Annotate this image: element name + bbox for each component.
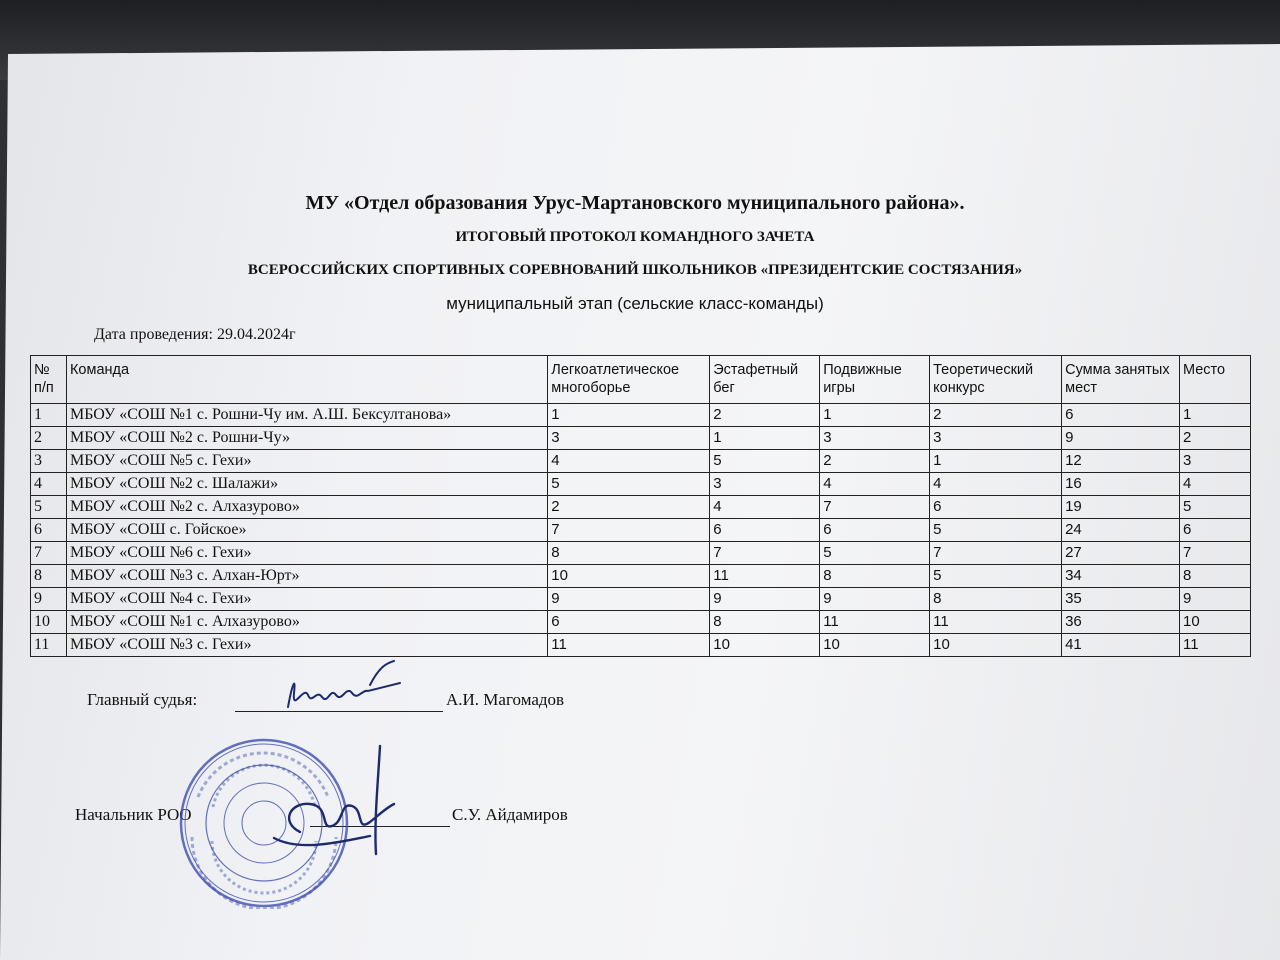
judge-handwritten-signature xyxy=(270,655,410,725)
cell-athletics: 1 xyxy=(548,404,710,427)
cell-games: 9 xyxy=(820,588,930,611)
cell-theory: 5 xyxy=(930,519,1062,542)
cell-theory: 10 xyxy=(930,634,1062,657)
cell-sum: 36 xyxy=(1062,611,1180,634)
table-row xyxy=(31,588,1251,611)
head-handwritten-signature xyxy=(260,742,400,862)
cell-relay: 2 xyxy=(710,404,820,427)
results-table xyxy=(30,355,1251,657)
cell-num: 5 xyxy=(31,496,67,519)
cell-team: МБОУ «СОШ №3 с. Алхан-Юрт» xyxy=(66,565,547,588)
table-row xyxy=(31,496,1251,519)
cell-athletics: 3 xyxy=(548,427,710,450)
cell-theory: 6 xyxy=(930,496,1062,519)
cell-sum: 12 xyxy=(1062,450,1180,473)
col-header-sum: Сумма занятых мест xyxy=(1062,356,1180,404)
cell-num: 10 xyxy=(31,611,67,634)
cell-team: МБОУ «СОШ №2 с. Алхазурово» xyxy=(66,496,547,519)
competition-title: ВСЕРОССИЙСКИХ СПОРТИВНЫХ СОРЕВНОВАНИЙ ШКОЛЬНИКОВ «ПРЕЗИДЕНТСКИЕ СОСТЯЗАНИЯ» xyxy=(247,262,1023,278)
cell-team: МБОУ «СОШ №2 с. Рошни-Чу» xyxy=(66,427,547,450)
cell-place: 1 xyxy=(1179,404,1250,427)
stage-subtitle: муниципальный этап (сельские класс-команды) xyxy=(446,294,824,313)
cell-games: 7 xyxy=(820,496,930,519)
date-value: 29.04.2024г xyxy=(216,326,296,343)
results-body xyxy=(31,404,1251,657)
table-header-row xyxy=(31,356,1251,404)
cell-num: 3 xyxy=(31,450,67,473)
cell-num: 4 xyxy=(31,473,67,496)
col-header-relay: Эстафетный бег xyxy=(710,356,820,404)
event-date xyxy=(90,326,296,344)
cell-athletics: 6 xyxy=(548,611,710,634)
cell-theory: 1 xyxy=(930,450,1062,473)
cell-athletics: 2 xyxy=(548,496,710,519)
cell-relay: 8 xyxy=(710,611,820,634)
cell-athletics: 8 xyxy=(548,542,710,565)
cell-athletics: 11 xyxy=(548,634,710,657)
cell-athletics: 5 xyxy=(548,473,710,496)
date-label: Дата проведения: xyxy=(94,326,213,343)
cell-num: 2 xyxy=(31,427,67,450)
cell-games: 3 xyxy=(820,427,930,450)
table-row xyxy=(31,565,1251,588)
cell-theory: 5 xyxy=(930,565,1062,588)
cell-team: МБОУ «СОШ №3 с. Гехи» xyxy=(66,634,547,657)
cell-relay: 10 xyxy=(710,634,820,657)
cell-theory: 11 xyxy=(930,611,1062,634)
cell-place: 11 xyxy=(1179,634,1250,657)
cell-num: 11 xyxy=(31,634,67,657)
col-header-athletics: Легкоатлетическое многоборье xyxy=(548,356,710,404)
cell-place: 9 xyxy=(1179,588,1250,611)
cell-place: 3 xyxy=(1179,450,1250,473)
cell-relay: 11 xyxy=(710,565,820,588)
cell-relay: 6 xyxy=(710,519,820,542)
cell-games: 4 xyxy=(820,473,930,496)
table-row xyxy=(31,404,1251,427)
cell-games: 5 xyxy=(820,542,930,565)
cell-team: МБОУ «СОШ №4 с. Гехи» xyxy=(66,588,547,611)
cell-sum: 27 xyxy=(1062,542,1180,565)
cell-place: 7 xyxy=(1179,542,1250,565)
cell-games: 6 xyxy=(820,519,930,542)
cell-sum: 9 xyxy=(1062,427,1180,450)
table-row xyxy=(31,519,1251,542)
cell-num: 7 xyxy=(31,542,67,565)
col-header-num: № п/п xyxy=(31,356,67,404)
cell-theory: 3 xyxy=(930,427,1062,450)
org-title: МУ «Отдел образования Урус-Мартановского муниципального района». xyxy=(305,192,965,214)
cell-games: 2 xyxy=(820,450,930,473)
cell-games: 8 xyxy=(820,565,930,588)
col-header-games: Подвижные игры xyxy=(820,356,930,404)
cell-place: 8 xyxy=(1179,565,1250,588)
col-header-team: Команда xyxy=(66,356,547,404)
cell-games: 11 xyxy=(820,611,930,634)
cell-theory: 8 xyxy=(930,588,1062,611)
table-row xyxy=(31,634,1251,657)
table-row xyxy=(31,611,1251,634)
cell-theory: 7 xyxy=(930,542,1062,565)
cell-relay: 5 xyxy=(710,450,820,473)
cell-place: 2 xyxy=(1179,427,1250,450)
table-row xyxy=(31,473,1251,496)
cell-athletics: 9 xyxy=(548,588,710,611)
col-header-theory: Теоретический конкурс xyxy=(930,356,1062,404)
cell-athletics: 7 xyxy=(548,519,710,542)
cell-sum: 35 xyxy=(1062,588,1180,611)
col-header-place: Место xyxy=(1179,356,1250,404)
cell-theory: 2 xyxy=(930,404,1062,427)
cell-num: 9 xyxy=(31,588,67,611)
table-row xyxy=(31,450,1251,473)
cell-theory: 4 xyxy=(930,473,1062,496)
cell-team: МБОУ «СОШ №5 с. Гехи» xyxy=(66,450,547,473)
cell-relay: 7 xyxy=(710,542,820,565)
cell-sum: 6 xyxy=(1062,404,1180,427)
protocol-title: ИТОГОВЫЙ ПРОТОКОЛ КОМАНДНОГО ЗАЧЕТА xyxy=(455,229,815,245)
cell-relay: 9 xyxy=(710,588,820,611)
cell-num: 8 xyxy=(31,565,67,588)
table-row xyxy=(31,542,1251,565)
cell-num: 1 xyxy=(31,404,67,427)
head-name: С.У. Айдамиров xyxy=(452,805,568,824)
cell-games: 10 xyxy=(820,634,930,657)
cell-sum: 16 xyxy=(1062,473,1180,496)
cell-place: 5 xyxy=(1179,496,1250,519)
cell-sum: 41 xyxy=(1062,634,1180,657)
cell-relay: 1 xyxy=(710,427,820,450)
cell-team: МБОУ «СОШ №2 с. Шалажи» xyxy=(66,473,547,496)
cell-sum: 19 xyxy=(1062,496,1180,519)
judge-label: Главный судья: xyxy=(87,690,198,709)
cell-team: МБОУ «СОШ №1 с. Алхазурово» xyxy=(66,611,547,634)
cell-sum: 24 xyxy=(1062,519,1180,542)
head-label: Начальник РОО xyxy=(75,805,192,824)
cell-team: МБОУ «СОШ №1 с. Рошни-Чу им. А.Ш. Бексултанова» xyxy=(66,404,547,427)
cell-place: 4 xyxy=(1179,473,1250,496)
cell-relay: 3 xyxy=(710,473,820,496)
cell-sum: 34 xyxy=(1062,565,1180,588)
cell-athletics: 4 xyxy=(548,450,710,473)
cell-place: 10 xyxy=(1179,611,1250,634)
cell-athletics: 10 xyxy=(548,565,710,588)
cell-team: МБОУ «СОШ №6 с. Гехи» xyxy=(66,542,547,565)
cell-place: 6 xyxy=(1179,519,1250,542)
cell-team: МБОУ «СОШ с. Гойское» xyxy=(66,519,547,542)
cell-relay: 4 xyxy=(710,496,820,519)
cell-num: 6 xyxy=(31,519,67,542)
judge-name: А.И. Магомадов xyxy=(446,690,565,709)
cell-games: 1 xyxy=(820,404,930,427)
table-row xyxy=(31,427,1251,450)
